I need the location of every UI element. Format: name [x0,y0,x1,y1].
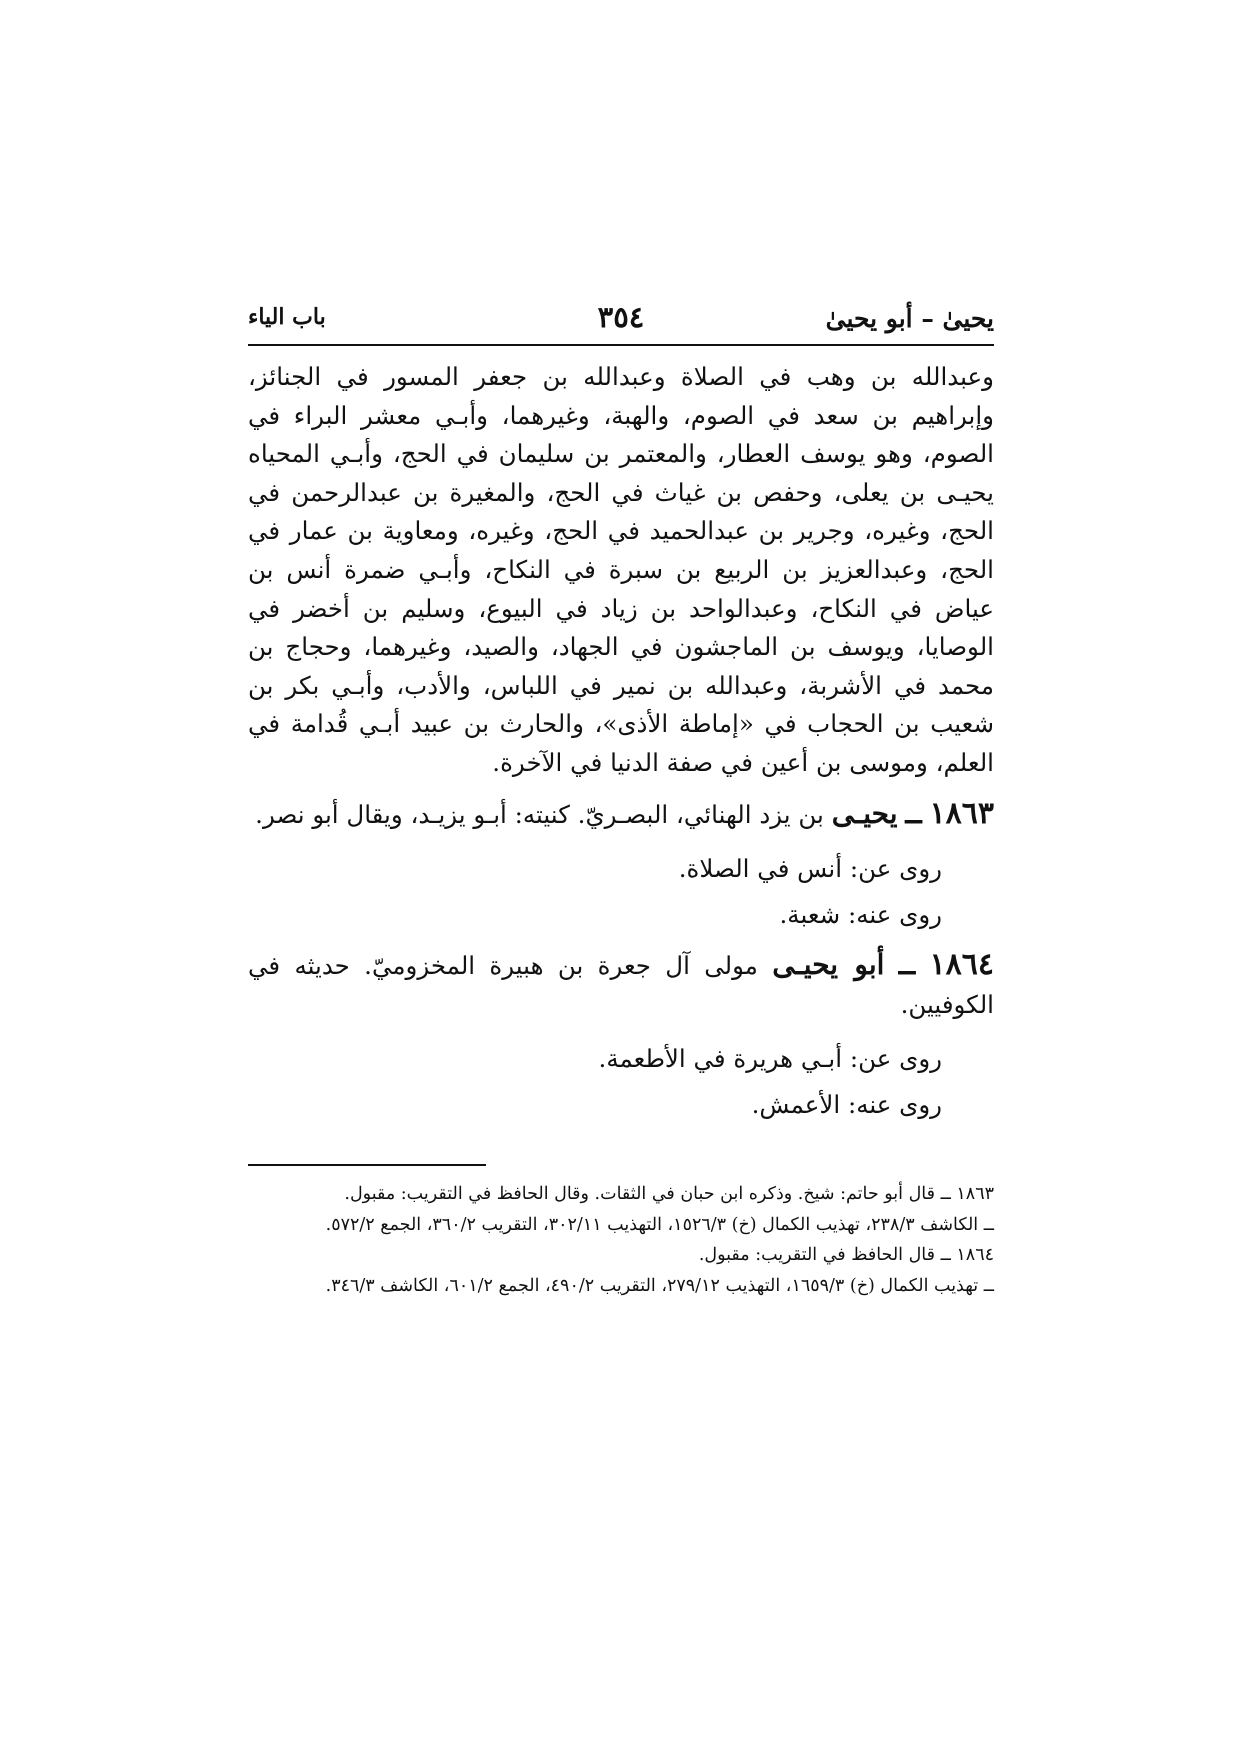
entry-1863 [248,795,994,835]
entry-description: بن يزد الهنائي، البصـريّ. كنيته: أبـو يزيـد، ويقال أبو نصر. [255,799,824,829]
entry-dash: ــ [898,948,916,982]
entry-dash: ــ [905,796,922,830]
footnote-1864-grading: ١٨٦٤ ــ قال الحافظ في التقريب: مقبول. [698,1245,994,1266]
entry-name: أبو يحيـى [772,948,885,982]
page-number: ٣٥٤ [597,300,645,334]
header-chapter-title: باب الياء [248,304,326,330]
entry-name: يحيـى [831,796,898,830]
footnote-1863-grading: ١٨٦٣ ــ قال أبو حاتم: شيخ. وذكره ابن حبان في الثقات. وقال الحافظ في التقريب: مقبول. [344,1184,994,1205]
entry-1864 [248,946,994,1024]
footnote-separator [248,1164,486,1166]
header-entry-range: يحيىٰ – أبو يحيىٰ [825,304,994,333]
narrated-by: روى عنه: الأعمش. [751,1090,942,1120]
running-header [248,300,994,346]
continuation-paragraph: وعبدالله بن وهب في الصلاة وعبدالله بن جعفر المسور في الجنائز، وإبراهيم بن سعد في الصوم، والهبة، وغيرهما، وأبـي معشر البراء في الصوم، وهو يوسف العطار، والمعتمر بن سليمان في الحج، وأبـي المحياه يحيـى بن يعلى، وحفص بن غياث في الحج، والمغيرة بن عبدالرحمن في الحج، وغيره، وجرير بن عبدالحميد في الحج، وغيره، ومعاوية بن عمار في الحج، وعبدالعزيز بن الربيع بن سبرة في النكاح، وأبـي ضمرة أنس بن عياض في النكاح، وعبدالواحد بن زياد في البيوع، وسليم بن أخضر في الوصايا، ويوسف بن الماجشون في الجهاد، والصيد، وغيرهما، وحجاج بن محمد في الأشربة، وعبدالله بن نمير في اللباس، والأدب، وأبـي بكر بن شعيب بن الحجاب في «إماطة الأذى»، والحارث بن عبيد أبـي قُدامة في العلم، وموسى بن أعين في صفة الدنيا في الآخرة. [248,362,994,777]
book-page [248,300,994,1302]
entry-number: ١٨٦٣ [929,795,994,831]
narrated-from: روى عن: أنس في الصلاة. [678,854,942,884]
footnote-1864-sources: ــ تهذيب الكمال (خ) ١٦٥٩/٣، التهذيب ٢٧٩/١٢، التقريب ٤٩٠/٢، الجمع ٦٠١/٢، الكاشف ٣٤٦/٣. [325,1275,994,1296]
entry-number: ١٨٦٤ [929,947,994,983]
footnote-1863-sources: ــ الكاشف ٢٣٨/٣، تهذيب الكمال (خ) ١٥٢٦/٣، التهذيب ٣٠٢/١١، التقريب ٣٦٠/٢، الجمع ٥٧٢/٢. [325,1214,994,1235]
footnotes [248,1180,994,1300]
narrated-by: روى عنه: شعبة. [779,900,942,930]
entry-description: مولى آل جعرة بن هبيرة المخزوميّ. حديثه في الكوفيين. [248,951,994,1019]
narrated-from: روى عن: أبـي هريرة في الأطعمة. [598,1044,942,1074]
